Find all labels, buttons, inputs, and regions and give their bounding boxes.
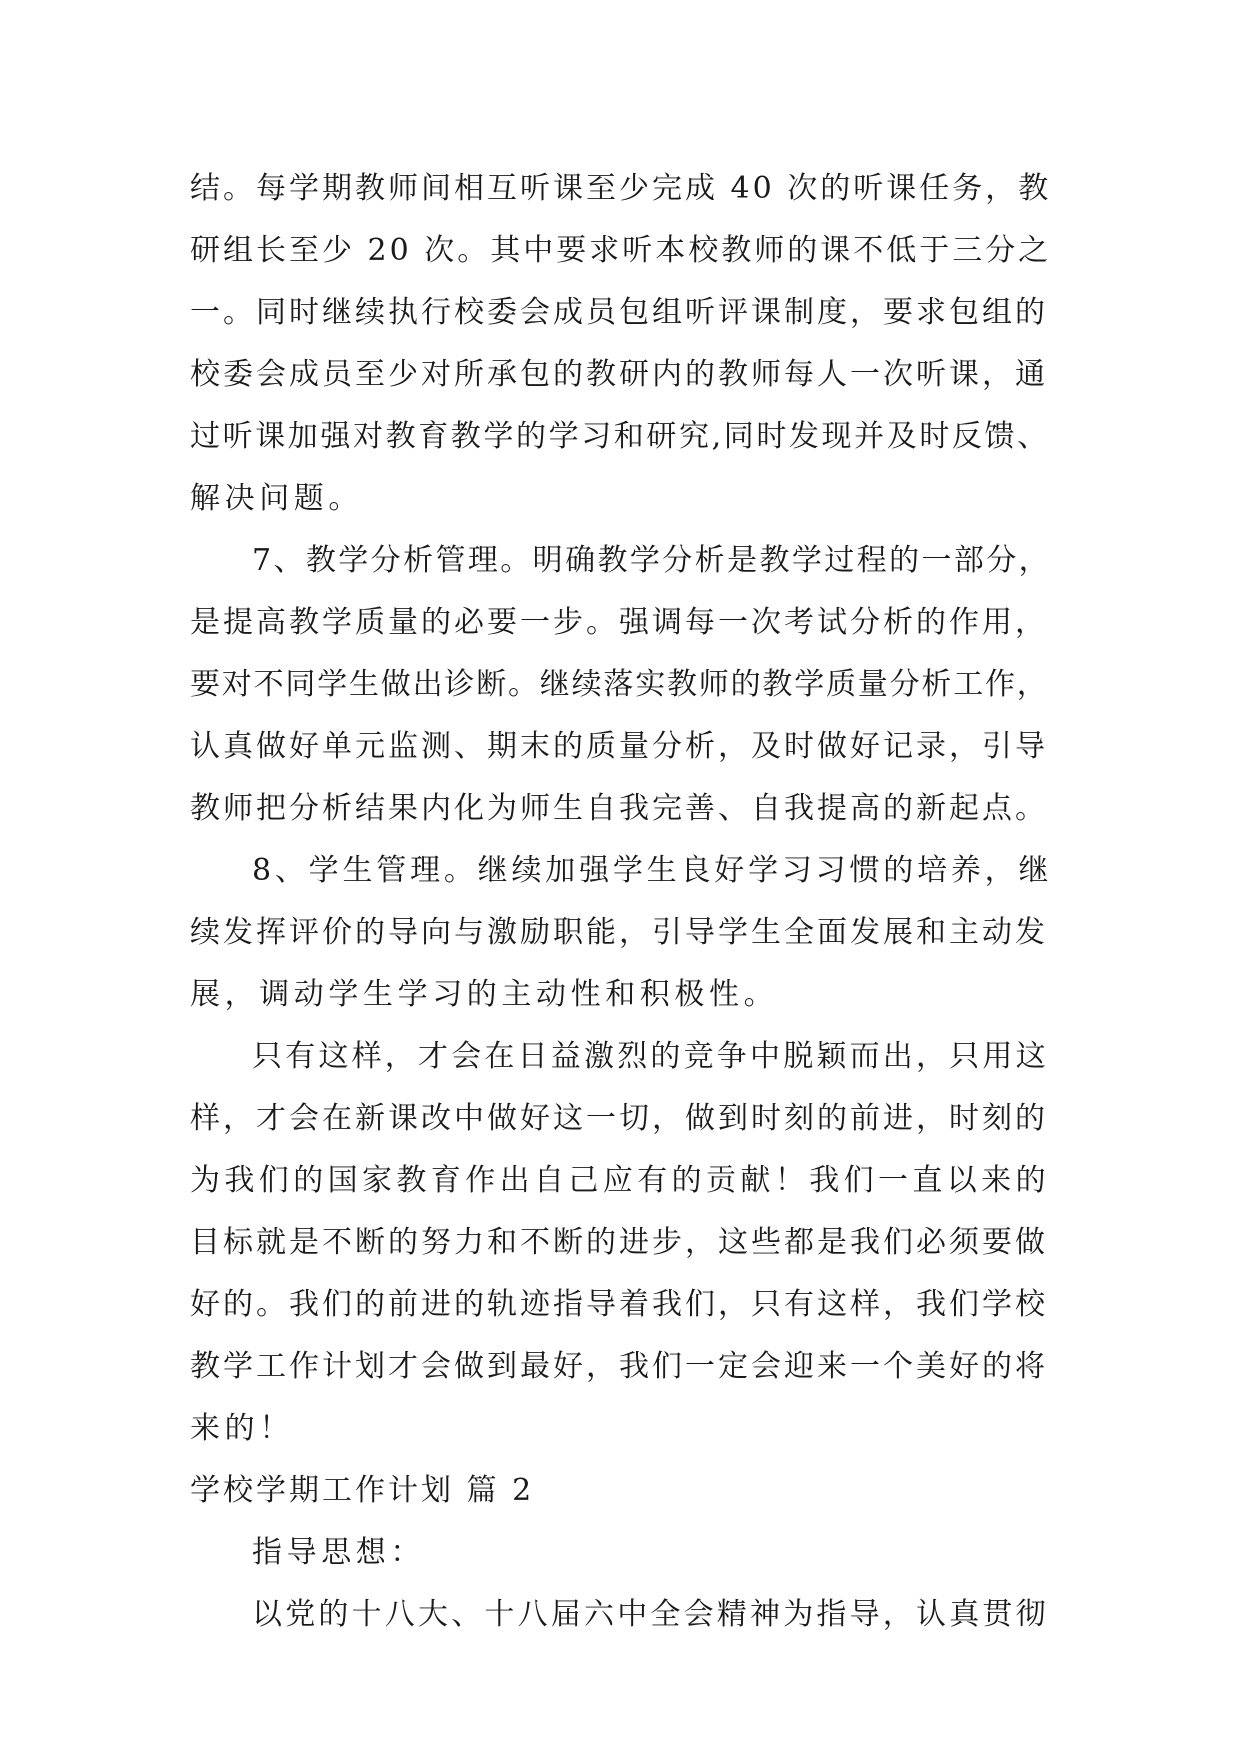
text-line: 一。同时继续执行校委会成员包组听评课制度，要求包组的 xyxy=(190,295,1048,330)
subheading-line: 指导思想： xyxy=(252,1535,425,1570)
text-line: 是提高教学质量的必要一步。强调每一次考试分析的作用， xyxy=(190,605,1048,640)
text-line: 为我们的国家教育作出自己应有的贡献！我们一直以来的 xyxy=(190,1163,1050,1198)
text-line: 来的！ xyxy=(190,1411,294,1446)
text-line: 过听课加强对教育教学的学习和研究,同时发现并及时反馈、 xyxy=(190,419,1050,454)
text-line: 研组长至少 20 次。其中要求听本校教师的课不低于三分之 xyxy=(190,233,1052,268)
text-line: 结。每学期教师间相互听课至少完成 40 次的听课任务，教 xyxy=(190,171,1052,206)
text-line: 教师把分析结果内化为师生自我完善、自我提高的新起点。 xyxy=(190,791,1048,826)
paragraph-start-line: 7、教学分析管理。明确教学分析是教学过程的一部分， xyxy=(252,543,1052,578)
text-line: 目标就是不断的努力和不断的进步，这些都是我们必须要做 xyxy=(190,1225,1048,1260)
paragraph-start-line: 以党的十八大、十八届六中全会精神为指导，认真贯彻 xyxy=(252,1597,1049,1632)
text-line: 续发挥评价的导向与激励职能，引导学生全面发展和主动发 xyxy=(190,915,1048,950)
text-line: 校委会成员至少对所承包的教研内的教师每人一次听课，通 xyxy=(190,357,1048,392)
document-body xyxy=(190,158,1052,1646)
text-line: 认真做好单元监测、期末的质量分析，及时做好记录，引导 xyxy=(190,729,1048,764)
paragraph-start-line: 8、学生管理。继续加强学生良好学习习惯的培养，继 xyxy=(252,853,1053,888)
text-line: 要对不同学生做出诊断。继续落实教师的教学质量分析工作， xyxy=(190,667,1049,702)
text-line: 好的。我们的前进的轨迹指导着我们，只有这样，我们学校 xyxy=(190,1287,1048,1322)
text-line: 教学工作计划才会做到最好，我们一定会迎来一个美好的将 xyxy=(190,1349,1048,1384)
paragraph-start-line: 只有这样，才会在日益激烈的竞争中脱颖而出，只用这 xyxy=(252,1039,1049,1074)
text-line: 展，调动学生学习的主动性和积极性。 xyxy=(190,977,779,1012)
section-heading: 学校学期工作计划 篇 2 xyxy=(190,1473,535,1508)
text-line: 解决问题。 xyxy=(190,481,363,516)
text-line: 样，才会在新课改中做好这一切，做到时刻的前进，时刻的 xyxy=(190,1101,1048,1136)
